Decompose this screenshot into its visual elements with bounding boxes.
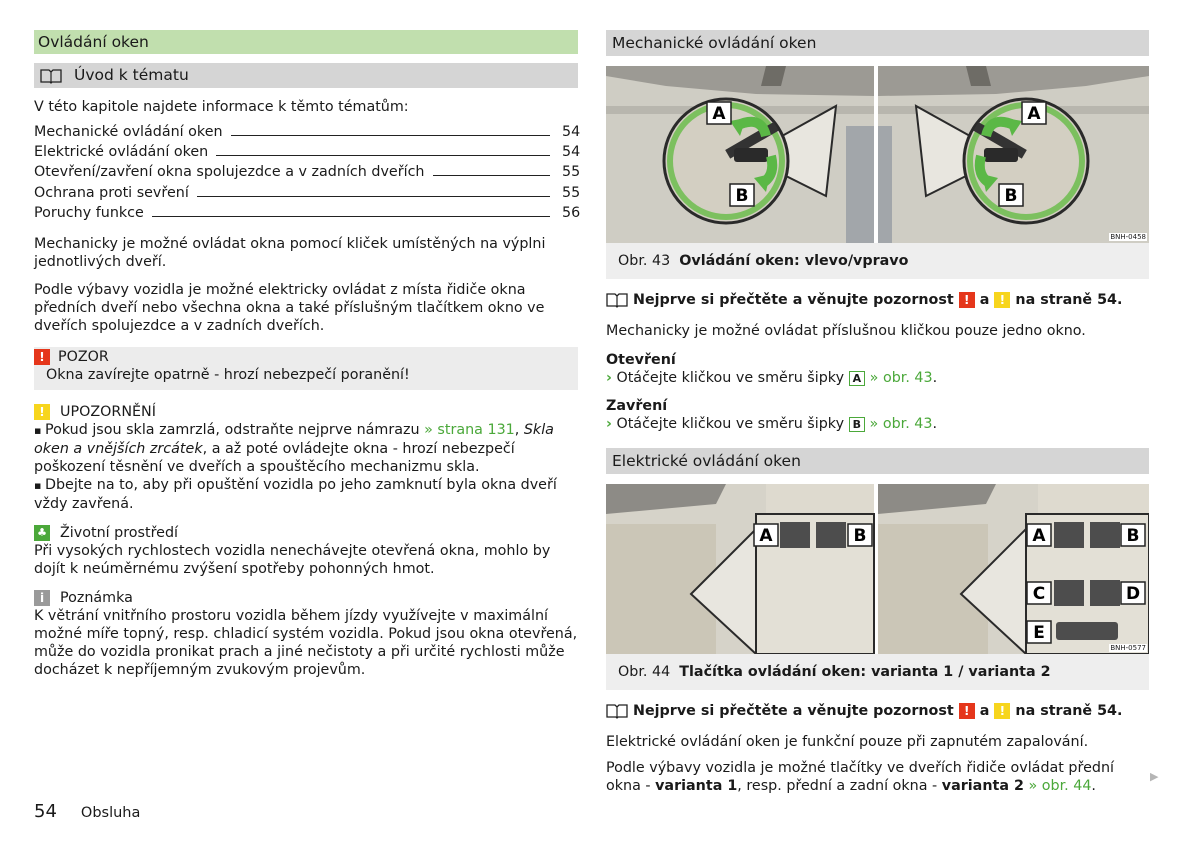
book-icon [606,292,628,308]
toc-item[interactable] [34,204,581,224]
upozorneni-section [34,403,578,513]
page-number: 54 [34,801,57,822]
note-section [34,589,578,679]
environment-title-row [34,524,578,542]
arrow-label: A [849,371,866,386]
toc-label: Otevření/zavření okna spolujezdce a v zadních dveřích [34,164,425,181]
book-icon [40,68,62,84]
toc-page: 54 [562,144,581,161]
window-buttons-illustration [606,484,1149,654]
toc-leader [216,155,550,156]
open-title: Otevření [606,352,676,368]
topic-title: Úvod k tématu [74,66,189,84]
note-text: K větrání vnitřního prostoru vozidla během jízdy využívejte v maximální možné míře topný, resp. chladicí systém vozidla. Pokud jsou okna otevřená, může do vozidla pronikat prach a jiné nečistoty a při určité rychlosti může docházet k nepříjemným zvukovým projevům. [34,607,578,678]
paragraph-mechanical: Mechanicky je možné ovládat okna pomocí kliček umístěných na výplni jednotlivých dveří. [34,235,546,270]
intro-text: V této kapitole najdete informace k těmto tématům: [34,99,409,115]
label-text: D [1125,584,1141,604]
figure-44-caption [606,654,1149,690]
step-arrow-icon: › [606,370,612,386]
next-page-arrow-icon[interactable]: ▶ [1150,770,1159,783]
upozorneni-bullet-1 [34,421,578,476]
warning-yellow-icon[interactable]: ! [994,292,1010,308]
label-text: B [1004,186,1018,206]
label-a-v2 [1027,524,1051,546]
toc-item[interactable] [34,123,581,143]
figure-number: Obr. 44 [618,664,671,680]
upozorneni-title-row [34,403,578,421]
label-text: B [853,526,867,546]
toc-leader [197,196,550,197]
pozor-title: POZOR [58,348,109,365]
bullet-text: , [514,421,524,438]
pozor-title-row [34,348,566,366]
topic-header [34,63,578,88]
label-b-v1 [848,524,872,546]
left-column [34,30,581,679]
electric-text-1: Elektrické ovládání oken je funkční pouze při zapnutém zapalování. [606,734,1089,750]
upozorneni-title: UPOZORNĚNÍ [60,403,156,420]
warning-yellow-icon[interactable]: ! [994,703,1010,719]
variant-label: varianta 1 [655,778,738,794]
read-first-and: a [979,292,990,308]
read-first-notice-2 [606,702,1149,720]
toc-leader [152,216,550,217]
warning-red-icon: ! [34,349,50,365]
pozor-text: Okna zavírejte opatrně - hrozí nebezpečí poranění! [46,366,410,383]
label-d-v2 [1121,582,1145,604]
figure-link[interactable]: » obr. 43 [869,416,933,432]
right-column [606,30,1149,795]
warning-yellow-icon: ! [34,404,50,420]
step-text: Otáčejte kličkou ve směru šipky [616,416,845,432]
figure-caption-text: Tlačítka ovládání oken: varianta 1 / varianta 2 [679,664,1051,680]
footer-section: Obsluha [80,805,141,821]
label-b-left [730,184,754,206]
toc-page: 54 [562,124,581,140]
figure-caption-text: Ovládání oken: vlevo/vpravo [679,253,909,269]
close-title: Zavření [606,398,668,414]
figure-code: BNH-0577 [1110,644,1146,652]
arrow-label: B [849,417,865,432]
close-step: › Otáčejte kličkou ve směru šipky B » obr. 43. [606,416,938,432]
figure-43-caption [606,243,1149,279]
read-first-and: a [979,703,990,719]
page-footer [34,803,140,822]
environment-text: Při vysokých rychlostech vozidla nenechávejte otevřená okna, mohlo by dojít k neúměrnému zvýšení spotřeby pohonných hmot. [34,542,551,577]
label-text: A [1027,104,1041,124]
label-e-v2 [1027,621,1051,643]
label-text: C [1032,584,1046,604]
open-step: › Otáčejte kličkou ve směru šipky A » obr. 43. [606,370,938,386]
environment-icon: ♣ [34,525,50,541]
paragraph-electric: Podle výbavy vozidla je možné elektricky ovládat z místa řidiče okna předních dveří nebo všechna okna a také příslušným tlačítkem okno ve dveřích spolujezdce a v zadních dveřích. [34,281,545,334]
bullet-text: Pokud jsou skla zamrzlá, odstraňte nejprve námrazu [44,421,425,438]
bullet-italic-ref: Skla oken a vnějších zrcátek [34,421,554,457]
upozorneni-bullet-2 [34,476,578,513]
note-title-row [34,589,578,607]
warning-red-icon[interactable]: ! [959,703,975,719]
read-first-text: Nejprve si přečtěte a věnujte pozornost [633,292,954,308]
toc-page: 56 [562,204,581,221]
bullet-text: , a až poté ovládejte okna - hrozí nebezpečí poškození těsnění ve dveřích a spouštěcího mechanizmu skla. [34,440,515,475]
figure-link[interactable]: » obr. 44 [1023,778,1092,794]
info-icon: i [34,590,50,606]
toc-label: Elektrické ovládání oken [34,144,209,161]
toc-label: Poruchy funkce [34,204,144,221]
read-first-page: na straně 54. [1015,703,1123,719]
step-arrow-icon: › [606,416,612,432]
electric-section-title: Elektrické ovládání oken [606,448,1149,474]
chapter-title: Ovládání oken [34,30,578,54]
toc-list [34,123,581,224]
figure-43 [606,66,1149,279]
warning-red-icon[interactable]: ! [959,292,975,308]
door-handle-illustration [606,66,1149,243]
label-text: B [1126,526,1140,546]
label-text: A [1032,526,1046,546]
read-first-text: Nejprve si přečtěte a věnujte pozornost [633,703,954,719]
read-first-notice [606,291,1149,309]
toc-page: 55 [562,184,581,201]
electric-text-2 [606,759,1149,795]
pozor-box [34,347,578,390]
paragraph-text: . [1091,778,1096,794]
label-c-v2 [1027,582,1051,604]
mechanical-text: Mechanicky je možné ovládat příslušnou kličkou pouze jedno okno. [606,323,1086,339]
label-b-v2 [1121,524,1145,546]
toc-leader [231,135,550,136]
label-a-right [1022,102,1046,124]
label-a-left [707,102,731,124]
figure-code: BNH-0458 [1110,233,1146,241]
toc-item[interactable] [34,143,581,163]
variant-label: varianta 2 [941,778,1024,794]
label-a-v1 [754,524,778,546]
figure-44 [606,484,1149,690]
label-text: A [759,526,773,546]
label-text: A [712,104,726,124]
figure-43-image [606,66,1149,243]
paragraph-text: Podle výbavy vozidla je možné tlačítky ve dveřích řidiče ovládat přední okna - [606,760,1114,794]
environment-section [34,524,578,578]
figure-number: Obr. 43 [618,253,671,269]
bullet-text: Dbejte na to, aby při opuštění vozidla po jeho zamknutí byla okna dveří vždy zavřená. [34,476,557,512]
toc-leader [433,175,551,176]
toc-item[interactable] [34,184,581,204]
read-first-page: na straně 54. [1015,292,1123,308]
toc-label: Mechanické ovládání oken [34,124,223,140]
toc-page: 55 [562,164,581,181]
label-text: B [735,186,749,206]
mechanical-section-title: Mechanické ovládání oken [606,30,1149,56]
paragraph-text: , resp. přední a zadní okna - [737,778,942,794]
toc-label: Ochrana proti sevření [34,184,189,201]
page-link[interactable]: » strana 131 [424,421,515,438]
note-title: Poznámka [60,589,133,606]
book-icon [606,703,628,719]
toc-item[interactable] [34,163,581,183]
label-text: E [1033,623,1045,643]
figure-link[interactable]: » obr. 43 [869,370,933,386]
figure-44-image [606,484,1149,654]
step-text: Otáčejte kličkou ve směru šipky [616,370,845,386]
label-b-right [999,184,1023,206]
environment-title: Životní prostředí [60,524,179,541]
